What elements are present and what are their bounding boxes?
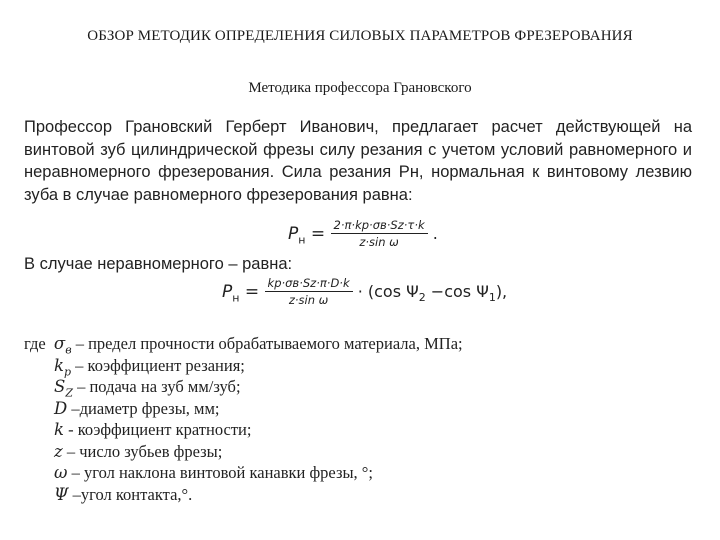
symbol-legend [24, 333, 584, 505]
legend-symbol: k [54, 420, 64, 439]
formula-uneven-lhs: $P_н$ = [222, 281, 265, 304]
legend-description: - коэффициент кратности; [64, 420, 252, 439]
legend-description: –угол контакта,°. [68, 484, 193, 504]
legend-symbol: D [54, 398, 68, 418]
intro-paragraph: Профессор Грановский Герберт Иванович, предлагает расчет действующей на винтовой зуб цилиндрической фрезы силу резания с учетом условий равномерного и неравномерного фрезерования. Сила резания Pн, нормальная к винтовому лезвию зуба в случае равномерного фрезерования равна: [24, 118, 692, 204]
legend-symbol: ω [54, 463, 68, 482]
legend-description: – угол наклона винтовой канавки фрезы, °; [67, 463, 373, 482]
legend-symbol: $\sigma_в$ [53, 334, 72, 357]
formula-uneven-numerator: kp·σв·Sz·π·D·k [265, 276, 353, 292]
slide-subtitle: Методика профессора Грановского [248, 80, 472, 96]
legend-description: – число зубьев фрезы; [62, 441, 223, 461]
legend-row [24, 333, 584, 355]
legend-description: – подача на зуб мм/зуб; [72, 377, 241, 396]
legend-symbol: Ψ [54, 484, 69, 504]
formula-uneven-denominator: z·sin ω [288, 293, 329, 307]
legend-row [24, 355, 584, 377]
legend-row [24, 441, 584, 463]
legend-symbol: $k_p$ [54, 355, 72, 378]
legend-prefix: где [24, 334, 46, 353]
legend-row [24, 419, 584, 441]
legend-row [24, 462, 584, 484]
formula-even-fraction [331, 218, 428, 249]
formula-even-numerator: 2·π·kp·σв·Sz·τ·k [331, 218, 428, 234]
legend-row [24, 398, 584, 420]
legend-row [24, 376, 584, 398]
legend-description: –диаметр фрезы, мм; [67, 398, 220, 418]
legend-description: – предел прочности обрабатываемого материала, МПа; [71, 334, 463, 353]
legend-description: – коэффициент резания; [71, 355, 245, 375]
formula-even-milling [288, 218, 438, 249]
formula-uneven-fraction [265, 276, 353, 307]
slide-title: ОБЗОР МЕТОДИК ОПРЕДЕЛЕНИЯ СИЛОВЫХ ПАРАМЕТРОВ ФРЕЗЕРОВАНИЯ [87, 28, 633, 44]
formula-uneven-cosine-term: · (cos $\Psi_2 -\cos$ $\Psi_1$), [357, 282, 508, 305]
formula-even-end: . [432, 224, 438, 243]
legend-symbol: z [54, 441, 63, 461]
formula-uneven-milling [222, 276, 507, 307]
legend-symbol: $S_Z$ [54, 377, 73, 400]
formula-even-lhs: $P_н$ = [288, 223, 331, 246]
uneven-milling-text: В случае неравномерного – равна: [24, 255, 293, 273]
legend-row [24, 484, 584, 506]
formula-even-denominator: z·sin ω [359, 235, 399, 249]
